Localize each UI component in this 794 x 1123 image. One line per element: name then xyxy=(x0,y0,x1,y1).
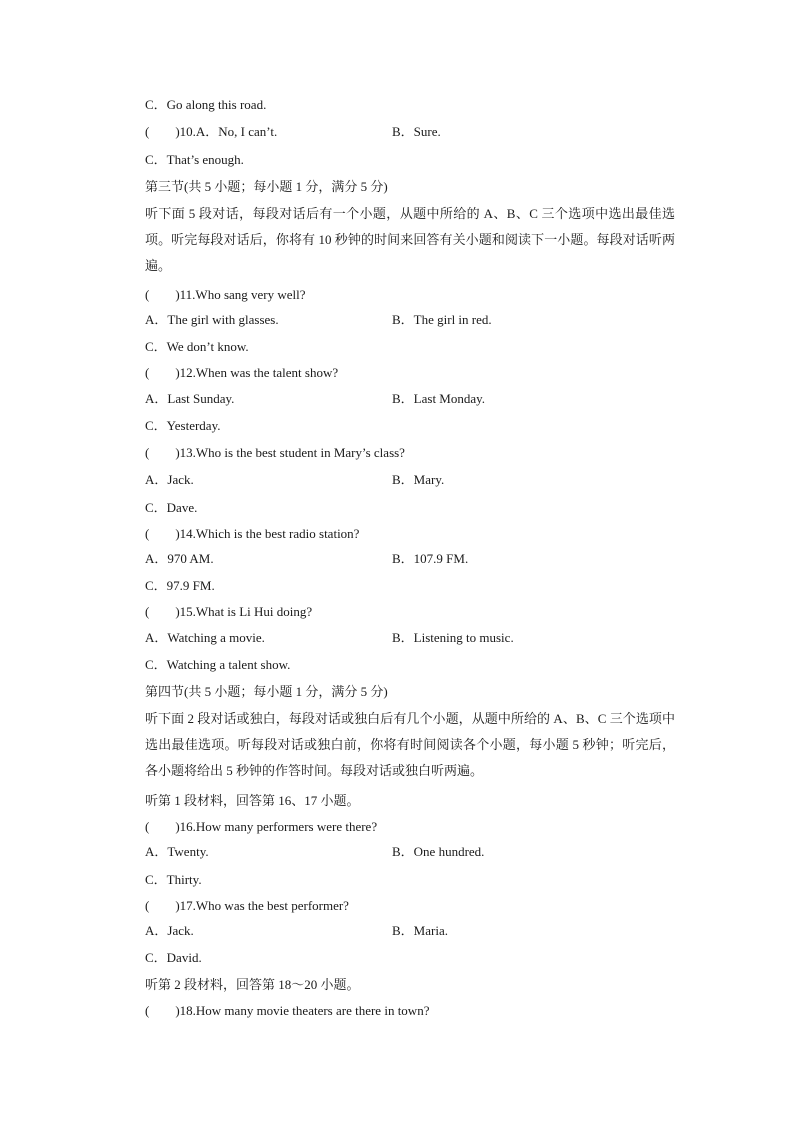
option-12a: A．Last Sunday. xyxy=(145,391,235,406)
option-15a: A．Watching a movie. xyxy=(145,630,265,645)
option-10c: C．That’s enough. xyxy=(145,152,244,167)
option-10b: B．Sure. xyxy=(392,124,441,139)
option-13c: C．Dave. xyxy=(145,500,198,515)
question-13: ( )13.Who is the best student in Mary’s class? xyxy=(145,445,405,460)
option-13a: A．Jack. xyxy=(145,472,194,487)
option-17c: C．David. xyxy=(145,950,202,965)
option-11c: C．We don’t know. xyxy=(145,339,249,354)
option-15c: C．Watching a talent show. xyxy=(145,657,291,672)
option-13b: B．Mary. xyxy=(392,472,445,487)
question-16: ( )16.How many performers were there? xyxy=(145,819,378,834)
option-15b: B．Listening to music. xyxy=(392,630,514,645)
question-11: ( )11.Who sang very well? xyxy=(145,287,306,302)
material-1-heading: 听第 1 段材料，回答第 16、17 小题。 xyxy=(145,793,360,808)
section-3-title: 第三节(共 5 小题；每小题 1 分，满分 5 分) xyxy=(145,179,388,194)
option-11b: B．The girl in red. xyxy=(392,312,492,327)
option-9c: C．Go along this road. xyxy=(145,97,267,112)
question-12: ( )12.When was the talent show? xyxy=(145,365,339,380)
option-14b: B．107.9 FM. xyxy=(392,551,469,566)
section-4-title: 第四节(共 5 小题；每小题 1 分，满分 5 分) xyxy=(145,684,388,699)
option-16c: C．Thirty. xyxy=(145,872,202,887)
option-17a: A．Jack. xyxy=(145,923,194,938)
option-14c: C．97.9 FM. xyxy=(145,578,215,593)
question-14: ( )14.Which is the best radio station? xyxy=(145,526,360,541)
option-12b: B．Last Monday. xyxy=(392,391,486,406)
material-2-heading: 听第 2 段材料，回答第 18～20 小题。 xyxy=(145,977,360,992)
option-11a: A．The girl with glasses. xyxy=(145,312,279,327)
question-15: ( )15.What is Li Hui doing? xyxy=(145,604,313,619)
section-3-instructions: 听下面 5 段对话，每段对话后有一个小题，从题中所给的 A、B、C 三个选项中选出最佳选项。听完每段对话后，你将有 10 秒钟的时间来回答有关小题和阅读下一小题。每段对话听两遍。 xyxy=(145,206,675,273)
question-17: ( )17.Who was the best performer? xyxy=(145,898,349,913)
option-14a: A．970 AM. xyxy=(145,551,214,566)
option-12c: C．Yesterday. xyxy=(145,418,221,433)
option-16a: A．Twenty. xyxy=(145,844,209,859)
option-16b: B．One hundred. xyxy=(392,844,485,859)
section-4-instructions: 听下面 2 段对话或独白，每段对话或独白后有几个小题，从题中所给的 A、B、C 三个选项中选出最佳选项。听每段对话或独白前，你将有时间阅读各个小题，每小题 5 秒钟；听完后，各小题将给出 5 秒钟的作答时间。每段对话或独白听两遍。 xyxy=(145,711,675,778)
question-10: ( )10.A．No, I can’t. xyxy=(145,124,278,139)
question-18: ( )18.How many movie theaters are there in town? xyxy=(145,1003,430,1018)
option-17b: B．Maria. xyxy=(392,923,448,938)
